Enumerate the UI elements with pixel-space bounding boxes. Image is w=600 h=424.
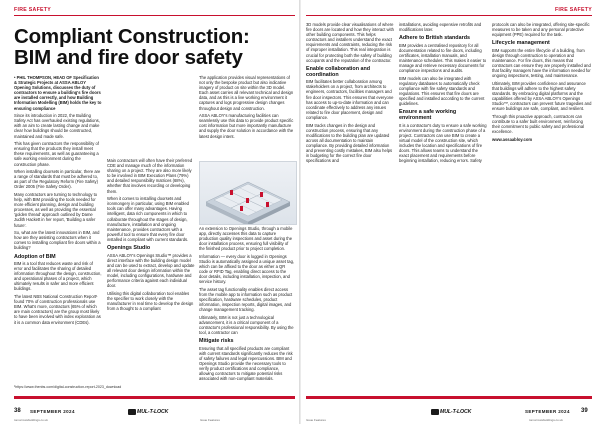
header-rule-right <box>306 15 592 16</box>
paragraph: Ultimately, BIM is not just a technological advancement, it is a critical component of a contractor's professional responsibility. By using the tool, a contractor can <box>199 315 294 336</box>
paragraph: BIM is a tool that reduces waste and risk of error and facilitates the sharing of detailed information throughout the design, construction, and operational phases of a project, which ultimately results in safer and more efficient buildings. <box>14 261 102 292</box>
footnote: ¹https://www.thenbs.com/digital-construction-report-2023_download <box>14 385 122 389</box>
subheading-safe-working-environment: Ensure a safe working environment <box>399 109 457 122</box>
paragraph: 3D models provide clear visualisations of where fire doors are located and how they interact with other building components. This helps contractors and installers understand the exact requirements and constraints, reducing the risk of improper installation. This real integration is crucial for protecting both the safety of building occupants and the reputation of the contractor. <box>306 22 394 63</box>
paragraph: BIM models can also be integrated with regulatory databases to automatically check compliance with fire safety standards and regulations. This ensures that fire doors are specified and installed according to the current guidelines. <box>399 75 485 107</box>
logo-text: MUL-T-LOCK <box>440 409 472 415</box>
column-4 <box>306 22 394 166</box>
paragraph: Main contractors will often have their preferred CDE and manage much of the information sharing on a project. They are also more likely to be involved in BIM Execution Plans (79%) and detailed responsibility matrices (68%), whether that involves recording or developing them. <box>107 158 193 194</box>
paragraph: An extension to Openings Studio, through a mobile app, directly accesses this data to capture production quality inspections and asset during the door installation process, ensuring full visibility of the finished product prior to project completion. <box>199 226 293 252</box>
article-headline <box>14 26 294 68</box>
paragraph: ASSA ABLOY's Openings Studio™ provides a direct interface with the building design model and can be used to extract, develop and update all relevant door design information within the model, including configurations, hardware and performance criteria against each individual door. <box>107 252 195 289</box>
column-3-continued <box>199 226 295 384</box>
footer-rule-right <box>306 396 592 399</box>
paragraph: Ensuring that all specified products are compliant with current standards significantly reduces the risk of safety failures and legal repercussions. BIM and Openings Studio provide the necessary tools to verify product certifications and compliance, allowing contractors to mitigate potential risks associated with non-compliant materials. <box>199 345 293 382</box>
footer-website: tomorrowsbuildings.co.uk <box>14 418 48 422</box>
standfirst: • PHIL THOMPSON, HEAD OF Specification & Strategic Projects at ASSA ABLOY Opening Solutions, discusses the duty of contractors to ensure a building's fire doors are installed correctly, and how Building Information Modelling (BIM) holds the key to ensuring compliance <box>14 75 102 111</box>
column-6 <box>492 22 592 144</box>
mul-t-lock-logo <box>128 408 168 416</box>
paragraph: Since its introduction in 2022, the Building Safety Act has overhauled existing regulations, with an aim to create lasting change and make clear how buildings should be constructed, maintained and made safe. <box>14 113 100 139</box>
subheading-openings-studio: Openings Studio <box>107 245 151 251</box>
footer-website: tomorrowsbuildings.co.uk <box>529 418 563 422</box>
paragraph: BIM facilitates better collaboration among stakeholders on a project, from architects to engineers, contractors, facilities managers and fire door inspectors. This ensures that everyone has access to up-to-date information and can coordinate effectively to address any issues related to fire door placement, design and compliance. <box>306 79 394 120</box>
company-website-link[interactable]: www.assaabloy.com <box>492 136 533 142</box>
section-tag-right: FIRE SAFETY <box>554 7 592 13</box>
section-tag-left: FIRE SAFETY <box>14 7 52 13</box>
paragraph: It is a contractor's duty to ensure a safe working environment during the construction phase of a project. Contractors can use BIM to create a virtual model of the construction site, which includes the location and specifications of fire doors. This allows teams to understand the exact placement and requirements before beginning installation, reducing errors. Safety <box>399 122 487 164</box>
paragraph: When installing doorsets in particular, there are a range of standards that must be adhered to, as part of the Regulatory Reform (Fire Safety) Order 2005 (Fire Safety Order). <box>14 169 101 190</box>
paragraph: installations, avoiding expensive retrofits and modifications later. <box>399 22 482 33</box>
right-page <box>301 0 600 424</box>
footer-left <box>0 402 299 424</box>
headline-line-2: BIM and fire door safety <box>14 46 243 69</box>
left-page <box>0 0 299 424</box>
column-3 <box>199 75 295 141</box>
column-2 <box>107 158 195 314</box>
paragraph: The application provides visual representations of not only the bespoke product but also indicative imagery of product on site within the 3D model. Each asset carries all relevant technical and design data, and as this is a live working environment it captures and logs progressive design changes throughout design and construction. <box>199 75 294 111</box>
paragraph: Many contractors are turning to technology to help, with BIM providing the tools needed for more efficient planning, design and building processes, as well as providing the essential 'golden thread' approach outlined by Dame Judith Hackett in her report, 'Building a safer future'. <box>14 191 98 228</box>
paragraph: The asset tag functionality enables direct access from the mobile app to information such as product specification, hardware schedules, product information, inspection reports, digital images, and change management tracking. <box>199 287 293 313</box>
subheading-enable-collaboration: Enable collaboration and coordination <box>306 65 371 78</box>
paragraph: This has given contractors the responsibility of ensuring that the products they install meet these requirements, as well as guaranteeing a safe working environment during the construction phase. <box>14 141 99 167</box>
paragraph: BIM supports the entire lifecycle of a building, from design through construction to operation and maintenance. For fire doors, this means that contractors can ensure they are properly installed and that facility managers have the information needed for ongoing inspections, testing, and maintenance. <box>492 47 591 79</box>
column-5 <box>399 22 487 166</box>
header-rule-left <box>14 15 295 16</box>
page-number: 39 <box>581 408 588 414</box>
subheading-lifecycle-management: Lifecycle management <box>492 40 550 47</box>
paragraph: protocols can also be integrated, offering site-specific measures to be taken and any personal protective equipment (PPE) required for the task. <box>492 22 590 38</box>
logo-mark-icon <box>128 409 136 415</box>
paragraph: Through this proactive approach, contractors can contribute to a safer built environment, reinforcing their commitment to public safety and professional excellence. <box>492 113 585 135</box>
paragraph: When it comes to installing doorsets and ironmongery in particular, using BIM enabled tools can offer many advantages. Having intelligent, data rich components in which to collaborate throughout the stages of design, manufacture, installation and ongoing maintenance, provides contractors with a powerful tool to ensure that every fire door installed is compliant with current standards. <box>107 196 189 242</box>
paragraph: Information — every door is logged in Openings Studio is automatically assigned a unique asset tag, which can be affixed to the door as either a QR code or RFID Tag, enabling direct access to the door details, including installation, inspection, and service history. <box>199 253 295 285</box>
mul-t-lock-logo <box>431 408 471 416</box>
paragraph: So, what are the latest innovations in BIM, and how are they assisting contractors when it comes to installing compliant fire doors within a building? <box>14 230 101 251</box>
page-number: 38 <box>14 408 21 414</box>
building-model-illustration <box>200 162 296 224</box>
headline-line-1: Compliant Construction: <box>14 25 250 48</box>
logo-text: MUL-T-LOCK <box>137 409 169 415</box>
paragraph: The latest NBS National Construction Report¹ found 70% of construction professionals use BIM. What's more, contractors (65% of which are main contractors) are the group most likely to have been involved with index exploration as it is a common data environment (CDEs). <box>14 294 101 325</box>
footer-right <box>301 402 600 424</box>
paragraph: BIM tracks changes in the design and construction process, ensuring that any modifications to the building plan are updated across all documentation to maintain compliance. By providing detailed information and preventing costly mistakes, BIM also helps in budgeting for the correct fire door specifications and <box>306 122 393 164</box>
subheading-mitigate-risks: Mitigate risks <box>199 338 234 345</box>
footer-section: Issue Features <box>306 418 326 422</box>
subheading-adhere-to-british-standards: Adhere to British standards <box>399 35 470 42</box>
issue-date: SEPTEMBER 2024 <box>30 409 75 414</box>
footer-rule-left <box>14 396 295 399</box>
paragraph: Utilising this digital collaboration tool enables the specifier to work closely with the manufacturer in real time to develop the design from a thought to a compliant <box>107 290 194 311</box>
column-1 <box>14 75 102 327</box>
openings-studio-3d-image <box>199 161 297 225</box>
paragraph: Ultimately, BIM provides confidence and assurance that buildings will adhere to the highest safety standards. By embracing digital platforms and the capabilities offered by ASSA ABLOY's Openings Studio™, contractors can prevent future tragedies and ensure buildings are safe, compliant, and resilient. <box>492 80 592 112</box>
paragraph: BIM provides a centralised repository for all documentation related to fire doors, including certificates, installation manuals, and maintenance schedules. This makes it easier to manage and retrieve necessary documents for compliance inspections and audits. <box>399 42 487 74</box>
subheading-adoption-of-bim: Adoption of BIM <box>14 253 56 260</box>
paragraph: ASSA ABLOY's manufacturing facilities can seamlessly use this data to provide product specific cost information but more importantly manufacture and supply the door solution in accordance with the latest design intent. <box>199 113 294 139</box>
issue-date: SEPTEMBER 2024 <box>525 409 570 414</box>
footer-section: Issue Features <box>200 418 220 422</box>
logo-mark-icon <box>431 409 439 415</box>
